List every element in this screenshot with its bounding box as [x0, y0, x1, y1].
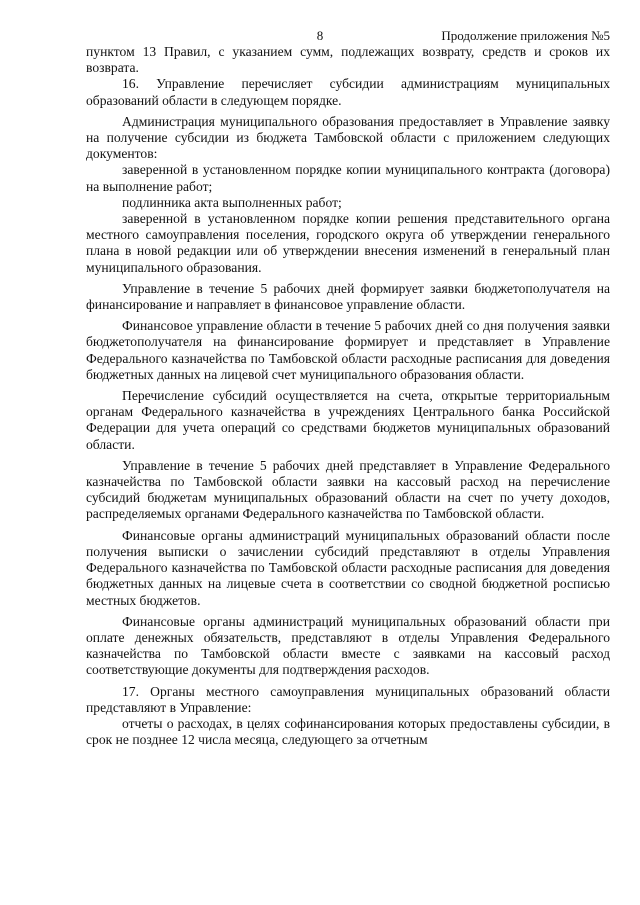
paragraph-17: 17. Органы местного самоуправления муниципальных образований области представляют в Управление: [86, 683, 610, 715]
list-item-work-act: подлинника акта выполненных работ; [122, 194, 342, 210]
paragraph-application: Администрация муниципального образования предоставляет в Управление заявку на получение субсидии из бюджета Тамбовской области с приложением следующих документов: [86, 113, 610, 162]
paragraph-16: 16. Управление перечисляет субсидии администрациям муниципальных образований области в следующем порядке. [86, 76, 610, 108]
page-number: 8 [316, 28, 324, 43]
paragraph-cash-requests: Управление в течение 5 рабочих дней представляет в Управление Федерального казначейства по Тамбовской области заявки на кассовый расход на перечисление субсидий бюджетам муниципальных образований области на счет по учету доходов, распределяемых органами Федерального казначейства по Тамбовской области. [86, 457, 610, 522]
appendix-continuation-note: Продолжение приложения №5 [441, 28, 610, 43]
paragraph-continuation: пунктом 13 Правил, с указанием сумм, подлежащих возврату, средств и сроков их возврата. [86, 44, 610, 76]
document-body [86, 44, 610, 748]
list-item-decision-copy: заверенной в установленном порядке копии решения представительного органа местного самоуправления поселения, городского округа об утверждении генерального плана в новой редакции или об утверждении внесения изменений в генеральный план муниципального образования. [86, 211, 610, 275]
paragraph-finance-department: Финансовое управление области в течение 5 рабочих дней со дня получения заявки бюджетополучателя на финансирование формирует и представляет в Управление Федерального казначейства по Тамбовской области расходные расписания для доведения бюджетных данных на лицевой счет муниципального образования области. [86, 318, 610, 382]
paragraph-finance-bodies-payment: Финансовые органы администраций муниципальных образований области при оплате денежных обязательств, представляют в отделы Управления Федерального казначейства по Тамбовской области вместе с заявками на кассовый расход соответствующие документы для подтверждения расходов. [86, 613, 610, 678]
paragraph-finance-bodies-statement: Финансовые органы администраций муниципальных образований области после получения выписки о зачислении субсидий представляют в отделы Управления Федерального казначейства по Тамбовской области расходные расписания для доведения бюджетных данных на лицевые счета в соответствии со сводной бюджетной росписью местных бюджетов. [86, 527, 610, 608]
paragraph-management-requests: Управление в течение 5 рабочих дней формирует заявки бюджетополучателя на финансирование и направляет в финансовое управление области. [86, 280, 610, 313]
list-item-expense-reports: отчеты о расходах, в целях софинансирования которых предоставлены субсидии, в срок не позднее 12 числа месяца, следующего за отчетным [86, 715, 610, 748]
list-item-contract-copy: заверенной в установленном порядке копии муниципального контракта (договора) на выполнение работ; [86, 162, 610, 194]
paragraph-transfer-accounts: Перечисление субсидий осуществляется на счета, открытые территориальным органам Федерального казначейства в учреждениях Центрального банка Российской Федерации для учета операций со средствами бюджетов муниципальных образований области. [86, 388, 610, 452]
